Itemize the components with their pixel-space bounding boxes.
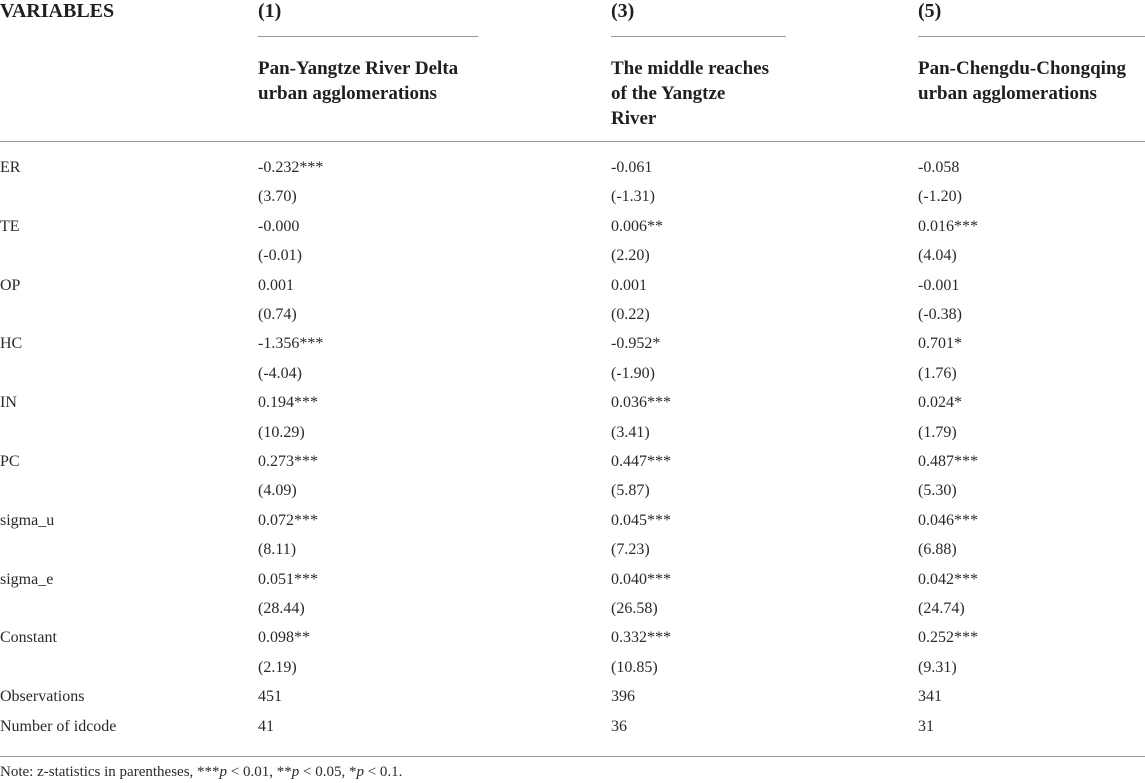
table-cell: -0.000 [258,218,300,235]
column-5-header-rule [918,36,1145,37]
table-cell: (24.74) [918,600,965,617]
table-cell: (1.79) [918,424,957,441]
row-label: PC [0,453,20,470]
table-cell: (5.30) [918,482,957,499]
table-cell: (28.44) [258,600,305,617]
column-3-name-line-2: of the Yangtze [611,83,726,104]
table-cell: (8.11) [258,541,297,558]
column-1-number: (1) [258,0,282,22]
table-cell: (10.85) [611,659,658,676]
table-cell: 0.332*** [611,629,671,646]
table-cell: (6.88) [918,541,957,558]
table-cell: (10.29) [258,424,305,441]
column-1-name-line-1: Pan-Yangtze River Delta [258,58,459,79]
note-prefix: Note: z-statistics in parentheses, *** [0,764,220,780]
column-5-name-line-2: urban agglomerations [918,83,1097,104]
table-cell: 0.072*** [258,512,318,529]
table-cell: 0.042*** [918,571,978,588]
row-label: sigma_e [0,571,54,588]
table-bottom-rule [0,756,1145,757]
column-3-name [611,56,769,131]
table-cell: 0.001 [258,277,294,294]
table-cell: (26.58) [611,600,658,617]
column-5-name [918,56,1126,106]
note-t3: < 0.1. [363,764,403,780]
column-1-header-rule [258,36,478,37]
column-3-header-rule [611,36,786,37]
note-t2: < 0.05, * [299,764,357,780]
note-t1: < 0.01, ** [227,764,292,780]
table-cell: (-0.38) [918,306,962,323]
table-cell: (1.76) [918,365,957,382]
table-cell: 0.447*** [611,453,671,470]
table-cell: 0.098** [258,629,310,646]
row-label: Observations [0,688,85,705]
table-cell: 341 [918,688,942,705]
table-cell: 0.006** [611,218,663,235]
table-cell: 41 [258,718,274,735]
column-1-name [258,56,458,106]
variables-header: VARIABLES [0,0,115,22]
row-label: HC [0,335,23,352]
table-cell: 0.016*** [918,218,978,235]
row-label: Number of idcode [0,718,117,735]
table-cell: -0.232*** [258,159,324,176]
row-label: TE [0,218,20,235]
table-cell: 0.024* [918,394,962,411]
table-cell: 0.194*** [258,394,318,411]
table-cell: (4.04) [918,247,957,264]
table-cell: (-0.01) [258,247,302,264]
table-cell: (0.22) [611,306,650,323]
header-bottom-rule [0,141,1145,142]
table-cell: 0.045*** [611,512,671,529]
table-cell: 0.001 [611,277,647,294]
table-cell: 396 [611,688,635,705]
table-cell: 0.051*** [258,571,318,588]
table-cell: -0.001 [918,277,960,294]
table-cell: 0.273*** [258,453,318,470]
table-cell: (-1.31) [611,188,655,205]
table-cell: 0.046*** [918,512,978,529]
table-cell: 0.252*** [918,629,978,646]
table-cell: -0.952* [611,335,661,352]
table-cell: (-1.90) [611,365,655,382]
table-cell: 0.701* [918,335,962,352]
table-cell: (7.23) [611,541,650,558]
row-label: sigma_u [0,512,55,529]
column-5-number: (5) [918,0,942,22]
table-cell: (3.41) [611,424,650,441]
row-label: Constant [0,629,57,646]
row-label: IN [0,394,17,411]
note-p1: p [219,764,228,780]
table-cell: (0.74) [258,306,297,323]
table-cell: -1.356*** [258,335,324,352]
row-label: ER [0,159,21,176]
table-cell: (-1.20) [918,188,962,205]
column-3-name-line-3: River [611,108,657,129]
table-cell: (3.70) [258,188,297,205]
table-cell: -0.058 [918,159,960,176]
table-cell: (9.31) [918,659,957,676]
table-cell: 451 [258,688,282,705]
column-5-name-line-1: Pan-Chengdu-Chongqing [918,58,1127,79]
table-cell: (-4.04) [258,365,302,382]
note-p2: p [291,764,300,780]
row-label: OP [0,277,21,294]
table-cell: 36 [611,718,627,735]
table-cell: 31 [918,718,934,735]
table-cell: (4.09) [258,482,297,499]
table-cell: -0.061 [611,159,653,176]
table-cell: 0.487*** [918,453,978,470]
note-p3: p [356,764,364,780]
column-3-name-line-1: The middle reaches [611,58,769,79]
column-1-name-line-2: urban agglomerations [258,83,437,104]
table-cell: (5.87) [611,482,650,499]
column-3-number: (3) [611,0,635,22]
table-note [0,764,402,781]
table-cell: 0.036*** [611,394,671,411]
table-cell: (2.19) [258,659,297,676]
table-cell: (2.20) [611,247,650,264]
table-cell: 0.040*** [611,571,671,588]
